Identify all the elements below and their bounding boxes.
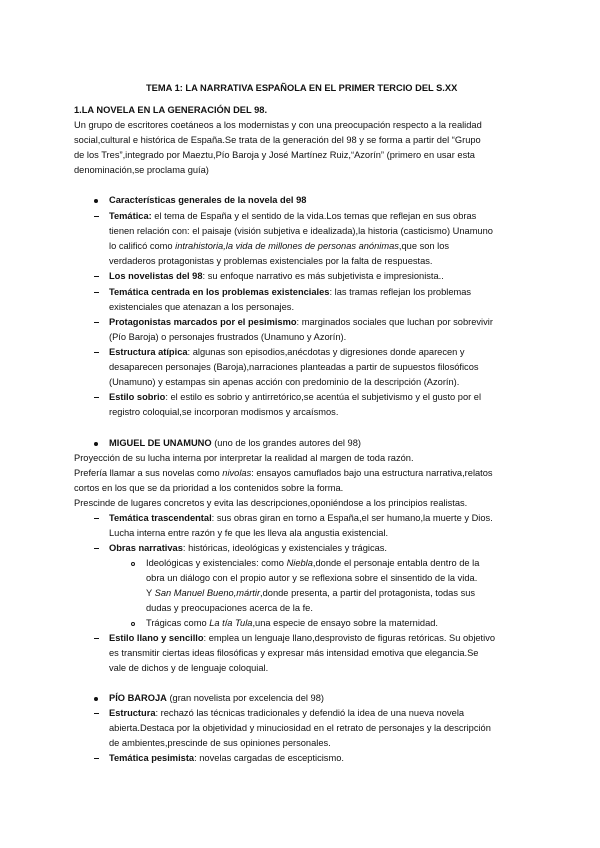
dash-icon: [94, 638, 99, 639]
dash-icon: [94, 276, 99, 277]
bullet-icon: [94, 697, 98, 701]
dash-icon: [94, 713, 99, 714]
dash-icon: [94, 352, 99, 353]
circle-bullet-icon: [131, 622, 135, 626]
paragraph-line: Prefería llamar a sus novelas como nivolas: ensayos camuflados bajo una estructura narrativa,relatos: [74, 468, 493, 478]
intro-line: social,cultural e histórica de España.Se trata de la generación del 98 y se forma a partir del “Grupo: [74, 135, 481, 145]
paragraph-line: Proyección de su lucha interna por interpretar la realidad al margen de toda razón.: [74, 453, 414, 463]
list-item-cont: es transmitir ciertas ideas filosóficas y expresar más intensidad emotiva que elegancia.Se: [109, 648, 479, 658]
dash-icon: [94, 322, 99, 323]
list-item-cont: (Unamuno) y estampas sin apenas acción con predominio de la descripción (Azorín).: [109, 377, 460, 387]
list-item: Protagonistas marcados por el pesimismo: marginados sociales que luchan por sobrevivir: [109, 317, 493, 327]
intro-line: de los Tres”,integrado por Maeztu,Pío Baroja y José Martínez Ruiz,“Azorín” (primero en usar esta: [74, 150, 475, 160]
list-item-cont: Lucha interna entre razón y fe que les lleva ala angustia existencial.: [109, 528, 389, 538]
list-item: Temática pesimista: novelas cargadas de escepticismo.: [109, 753, 344, 763]
list-item-cont: lo calificó como intrahistoria,la vida de millones de personas anónimas,que son los: [109, 241, 450, 251]
bullet-icon: [94, 442, 98, 446]
intro-line: denominación,se proclama guía): [74, 165, 209, 175]
sub-list-item-cont: Y San Manuel Bueno,mártir,donde presenta, a partir del protagonista, todas sus: [146, 588, 476, 598]
list-item: Temática centrada en los problemas existenciales: las tramas reflejan los problemas: [109, 287, 472, 297]
list-item: Estilo sobrio: el estilo es sobrio y antirretórico,se acentúa el subjetivismo y el gusto por el: [109, 392, 482, 402]
list-item-cont: desaparecen personajes (Baroja),narraciones planteadas a partir de supuestos filosóficos: [109, 362, 479, 372]
paragraph-line: cortos en los que se da prioridad a los contenidos sobre la forma.: [74, 483, 344, 493]
dash-icon: [94, 518, 99, 519]
dash-icon: [94, 397, 99, 398]
author-heading: PÍO BAROJA (gran novelista por excelencia del 98): [109, 693, 324, 703]
intro-line: Un grupo de escritores coetáneos a los modernistas y con una preocupación respecto a la realidad: [74, 120, 482, 130]
sub-list-item-cont: dudas y preocupaciones acerca de la fe.: [146, 603, 313, 613]
list-item-cont: abierta.Destaca por la objetividad y minuciosidad en el retrato de personajes y la descripción: [109, 723, 491, 733]
dash-icon: [94, 292, 99, 293]
list-item-cont: registro coloquial,se incorporan modismos y arcaísmos.: [109, 407, 339, 417]
list-item-cont: existenciales que atenazan a los personajes.: [109, 302, 295, 312]
author-heading: MIGUEL DE UNAMUNO (uno de los grandes autores del 98): [109, 438, 361, 448]
sub-list-item: Trágicas como La tía Tula,una especie de ensayo sobre la maternidad.: [146, 618, 439, 628]
sub-list-item-cont: obra un diálogo con el propio autor y se reflexiona sobre el sinsentido de la vida.: [146, 573, 478, 583]
dash-icon: [94, 548, 99, 549]
list-item: Temática: el tema de España y el sentido de la vida.Los temas que reflejan en sus obras: [109, 211, 477, 221]
bullet-icon: [94, 199, 98, 203]
section-heading: 1.LA NOVELA EN LA GENERACIÓN DEL 98.: [74, 105, 268, 115]
list-item: Estructura: rechazó las técnicas tradicionales y defendió la idea de una nueva novela: [109, 708, 465, 718]
list-item-cont: tienen relación con: el paisaje (visión subjetiva e idealizada),la historia (casticismo) Unamuno: [109, 226, 493, 236]
list-item-cont: de ambientes,prescinde de sus opiniones personales.: [109, 738, 331, 748]
dash-icon: [94, 216, 99, 217]
circle-bullet-icon: [131, 562, 135, 566]
page-title: TEMA 1: LA NARRATIVA ESPAÑOLA EN EL PRIMER TERCIO DEL S.XX: [146, 83, 458, 93]
list-item: Obras narrativas: históricas, ideológicas y existenciales y trágicas.: [109, 543, 388, 553]
sub-list-item: Ideológicas y existenciales: como Niebla,donde el personaje entabla dentro de la: [146, 558, 480, 568]
paragraph-line: Prescinde de lugares concretos y evita las descripciones,oponiéndose a los principios realistas.: [74, 498, 468, 508]
list-item: Temática trascendental: sus obras giran en torno a España,el ser humano,la muerte y Dios.: [109, 513, 493, 523]
list-item: Estilo llano y sencillo: emplea un lenguaje llano,desprovisto de figuras retóricas. Su objetivo: [109, 633, 496, 643]
list-item-cont: vale de dichos y de lenguaje coloquial.: [109, 663, 269, 673]
list-item-cont: verdaderos protagonistas y problemas existenciales por la falta de respuestas.: [109, 256, 433, 266]
list-item: Estructura atípica: algunas son episodios,anécdotas y digresiones donde aparecen y: [109, 347, 465, 357]
list-item-cont: (Pío Baroja) o personajes frustrados (Unamuno y Azorín).: [109, 332, 347, 342]
subsection-heading: Características generales de la novela del 98: [109, 195, 307, 205]
list-item: Los novelistas del 98: su enfoque narrativo es más subjetivista e impresionista..: [109, 271, 444, 281]
dash-icon: [94, 758, 99, 759]
